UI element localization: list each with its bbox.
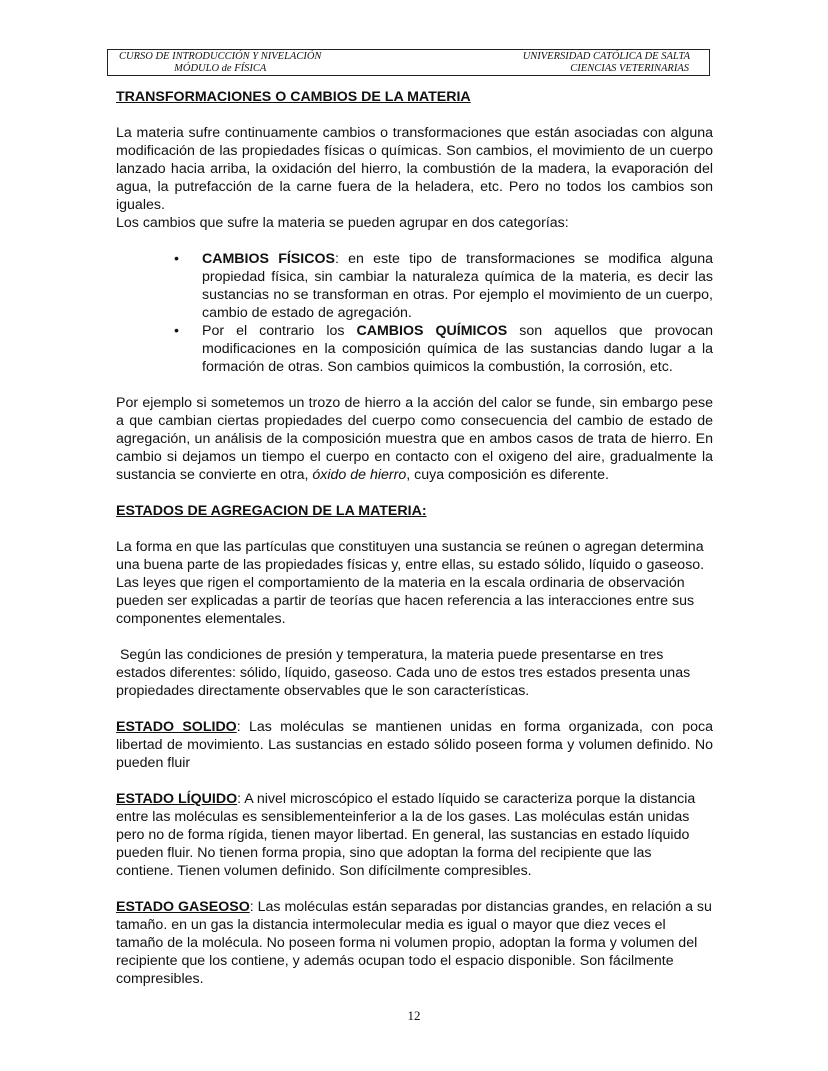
paragraph-conditions: Según las condiciones de presión y temperatura, la materia puede presentarse en tres estados diferentes: sólido, líquido, gaseoso. Cada uno de estos tres estados presenta unas propiedades directamente observables que le son características. [116,647,695,699]
iron-example-text: Por ejemplo si sometemos un trozo de hierro a la acción del calor se funde, sin embargo pese a que cambian ciertas propiedades del cuerpo como consecuencia del cambio de estado de agregación, un análisis de la composición muestra que en ambos casos de trata de hierro. En cambio si dejamos un tiempo el cuerpo en contacto con el oxigeno del aire, gradualmente la sustancia se convierte en otra, [116,395,713,483]
term-liquid-state: ESTADO LÍQUIDO [116,791,238,807]
paragraph-solid-state [116,718,713,772]
paragraph-liquid-state [116,790,713,880]
page-body [116,88,713,988]
chemical-changes-intro: Por el contrario los [202,323,357,339]
header-right [523,51,690,74]
liquid-state-text: : A nivel microscópico el estado líquido se caracteriza porque la distancia entre las moléculas es sensiblementeinferior a la de los gases. Las moléculas están unidas pero no de forma rígida, tienen mayor libertad. En general, las sustancias en estado líquido pueden fluir. No tienen forma propia, sino que adoptan la forma del recipiente que las contiene. Tienen volumen definido. Son difícilmente compresibles. [116,791,696,879]
header-module: MÓDULO de FÍSICA [174,62,267,74]
gas-state-text: : Las moléculas están separadas por distancias grandes, en relación a su tamaño. en un gas la distancia intermolecular media es igual o mayor que diez veces el tamaño de la molécula. No poseen forma ni volumen propio, adoptan la forma y volumen del recipiente que los contiene, y además ocupan todo el espacio disponible. Son fácilmente compresibles. [116,899,712,987]
solid-state-text: : Las moléculas se mantienen unidas en forma organizada, con poca libertad de movimiento. Las sustancias en estado sólido poseen forma y volumen definido. No pueden fluir [116,719,713,771]
paragraph-iron-example [116,394,713,484]
header-faculty: CIENCIAS VETERINARIAS [570,62,689,74]
iron-oxide-term: óxido de hierro [312,467,407,483]
chemical-changes-text: son aquellos que provocan modificaciones en la composición química de las sustancias dando lugar a la formación de otras. Son cambios quimicos la combustión, la corrosión, etc. [202,323,713,375]
header-course: CURSO DE INTRODUCCIÓN Y NIVELACIÓN [119,51,322,62]
paragraph-categories: Los cambios que sufre la materia se pueden agrupar en dos categorías: [116,215,569,231]
section-title-transformations: TRANSFORMACIONES O CAMBIOS DE LA MATERIA [116,89,471,105]
paragraph-states-intro: La forma en que las partículas que constituyen una sustancia se reúnen o agregan determina una buena parte de las propiedades físicas y, entre ellas, su estado sólido, líquido o gaseoso. Las leyes que rigen el comportamiento de la materia en la escala ordinaria de observación pueden ser explicadas a partir de teorías que hacen referencia a las interacciones entre sus componentes elementales. [116,539,705,627]
header-university: UNIVERSIDAD CATÓLICA DE SALTA [522,51,690,62]
bullet-icon: • [174,251,179,267]
term-gas-state: ESTADO GASEOSO [116,899,250,915]
iron-example-end: , cuya composición es diferente. [406,467,609,483]
paragraph-gas-state [116,898,713,988]
physical-changes-text: : en este tipo de transformaciones se modifica alguna propiedad física, sin cambiar la naturaleza química de la materia, es decir las sustancias no se transforman en otras. Por ejemplo el movimiento de un cuerpo, cambio de estado de agregación. [202,251,713,321]
page-number: 12 [407,1008,421,1023]
paragraph-intro: La materia sufre continuamente cambios o transformaciones que están asociadas con alguna modificación de las propiedades físicas o químicas. Son cambios, el movimiento de un cuerpo lanzado hacia arriba, la oxidación del hierro, la combustión de la madera, la evaporación del agua, la putrefacción de la carne fuera de la heladera, etc. Pero no todos los cambios son iguales. [116,125,713,213]
change-types-list [116,250,713,376]
page-header [107,49,710,76]
list-item-physical [116,250,713,322]
term-chemical-changes: CAMBIOS QUÍMICOS [356,323,508,339]
term-physical-changes: CAMBIOS FÍSICOS [202,251,335,267]
header-left [119,51,321,74]
bullet-icon: • [174,323,179,339]
list-item-chemical [116,322,713,376]
term-solid-state: ESTADO SOLIDO [116,719,237,735]
section-title-states: ESTADOS DE AGREGACION DE LA MATERIA: [116,503,427,519]
